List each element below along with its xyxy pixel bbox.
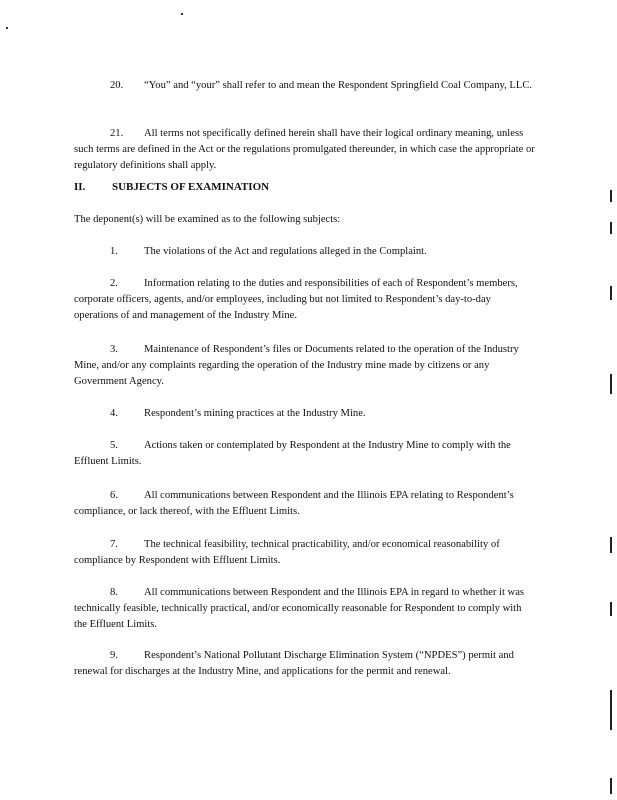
subject-text: The technical feasibility, technical practicability, and/or economical reasonability of compliance by Respondent with Effluent Limits. — [74, 539, 500, 566]
margin-scan-mark — [610, 374, 612, 394]
section-title: SUBJECTS OF EXAMINATION — [112, 181, 270, 193]
subject-item-1 — [74, 244, 536, 260]
section-roman-numeral: II. — [74, 181, 86, 193]
subject-text: Information relating to the duties and responsibilities of each of Respondent’s members, corporate officers, agents, and/or employees, including but not limited to Respondent’s day-to-day operations of and management of the Industry Mine. — [74, 278, 518, 321]
subject-number: 4. — [110, 408, 118, 419]
margin-scan-mark — [610, 222, 612, 234]
definition-number: 20. — [110, 80, 124, 91]
subject-item-9 — [74, 648, 536, 680]
scan-speck — [6, 27, 8, 29]
subject-item-4 — [74, 406, 536, 422]
subject-text: Maintenance of Respondent’s files or Documents related to the operation of the Industry Mine, and/or any complaints regarding the operation of the Industry mine made by citizens or any Government Agency. — [74, 344, 519, 387]
subject-text: Respondent’s mining practices at the Industry Mine. — [144, 408, 366, 419]
subject-number: 8. — [110, 587, 118, 598]
subject-text: Actions taken or contemplated by Respondent at the Industry Mine to comply with the Effluent Limits. — [74, 440, 511, 467]
section-heading — [74, 181, 269, 193]
definition-text: All terms not specifically defined herein shall have their logical ordinary meaning, unless such terms are defined in the Act or the regulations promulgated thereunder, in which case the appropriate or regulatory definitions shall apply. — [74, 128, 535, 171]
subject-text: The violations of the Act and regulations alleged in the Complaint. — [144, 246, 427, 257]
scan-speck — [181, 13, 183, 15]
definition-number: 21. — [110, 128, 124, 139]
subject-number: 5. — [110, 440, 118, 451]
margin-scan-mark — [610, 602, 612, 616]
subject-number: 7. — [110, 539, 118, 550]
subject-item-8 — [74, 585, 536, 633]
subject-item-2 — [74, 276, 536, 324]
subject-text: All communications between Respondent and the Illinois EPA in regard to whether it was technically feasible, technically practical, and/or economically reasonable for Respondent to comply with the Effluent Limits. — [74, 587, 525, 630]
subject-text: Respondent’s National Pollutant Discharge Elimination System (“NPDES”) permit and renewal for discharges at the Industry Mine, and applications for the permit and renewal. — [74, 650, 514, 677]
margin-scan-mark — [610, 286, 612, 300]
definition-21 — [74, 126, 536, 174]
subject-item-3 — [74, 342, 536, 390]
subject-number: 3. — [110, 344, 118, 355]
margin-scan-mark — [610, 190, 612, 202]
subject-item-7 — [74, 537, 536, 569]
margin-scan-mark — [610, 690, 612, 730]
margin-scan-mark — [610, 537, 612, 553]
subject-item-6 — [74, 488, 536, 520]
subject-number: 2. — [110, 278, 118, 289]
subject-number: 9. — [110, 650, 118, 661]
subject-item-5 — [74, 438, 536, 470]
definition-text: “You” and “your” shall refer to and mean the Respondent Springfield Coal Company, LLC. — [144, 80, 533, 91]
subject-number: 6. — [110, 490, 118, 501]
subject-number: 1. — [110, 246, 118, 257]
margin-scan-mark — [610, 778, 612, 794]
subjects-intro: The deponent(s) will be examined as to the following subjects: — [74, 214, 341, 225]
definition-20 — [74, 78, 536, 94]
subject-text: All communications between Respondent and the Illinois EPA relating to Respondent’s compliance, or lack thereof, with the Effluent Limits. — [74, 490, 514, 517]
